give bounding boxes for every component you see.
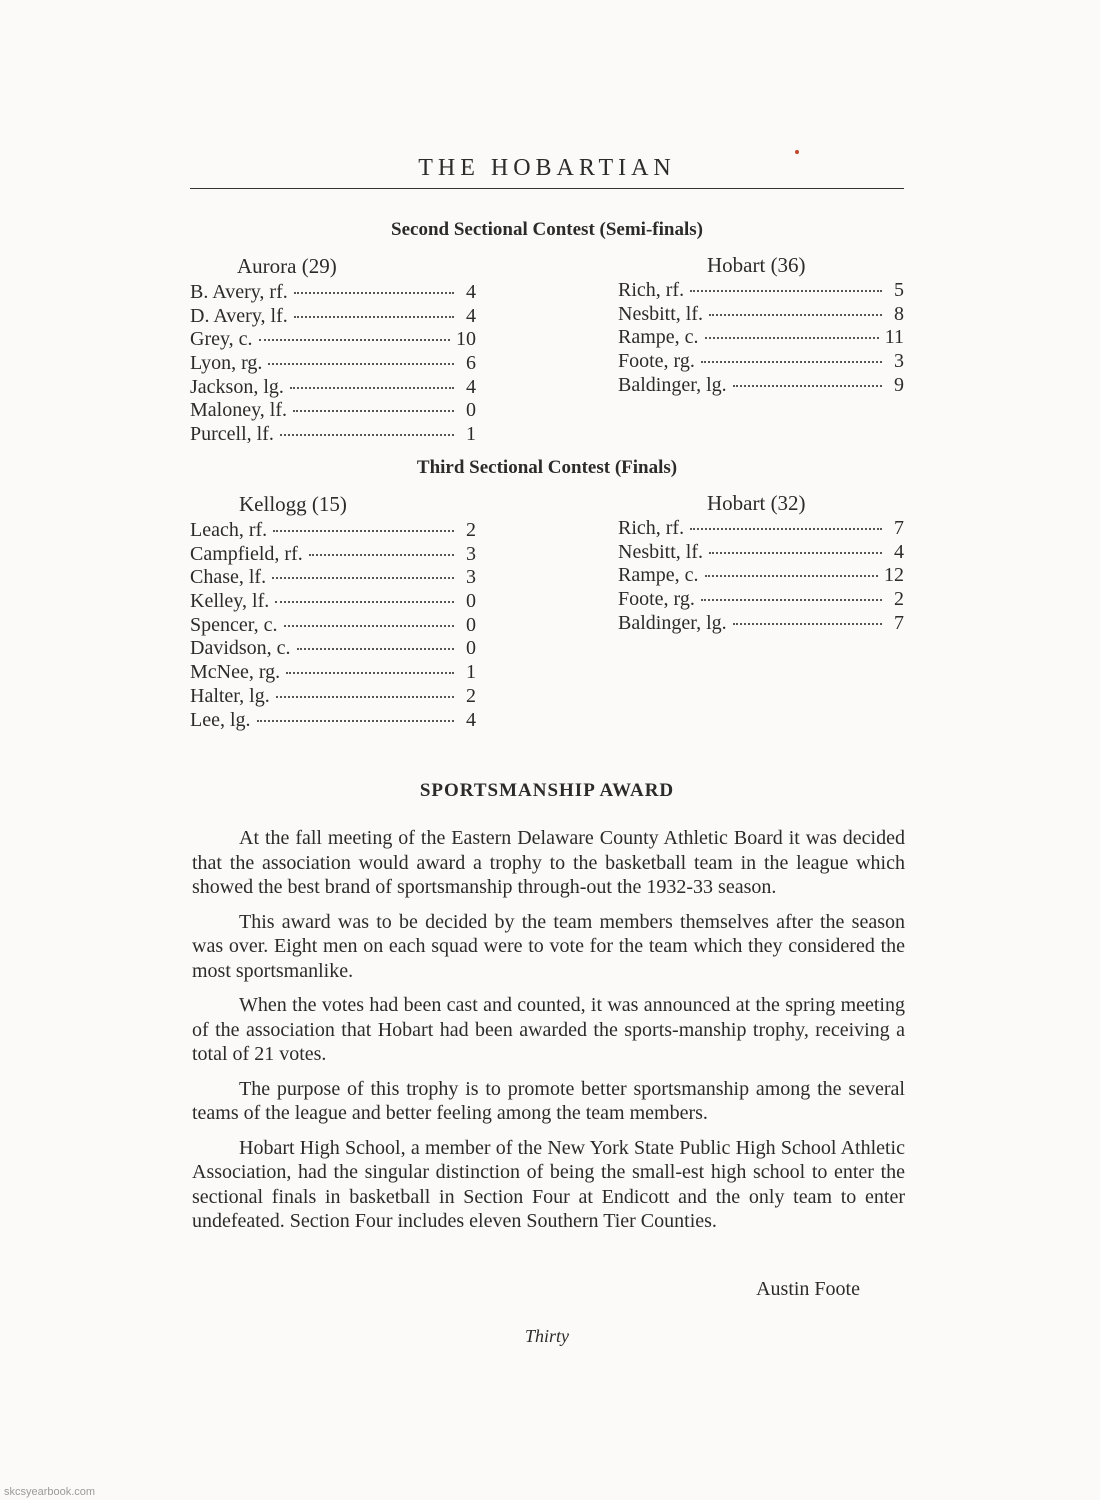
player-points: 8 <box>894 302 904 325</box>
player-points: 7 <box>894 611 904 634</box>
player-row <box>190 399 476 423</box>
player-name: Lyon, rg. <box>190 352 263 375</box>
page-number: Thirty <box>524 1326 569 1346</box>
player-row <box>190 614 476 638</box>
player-points: 1 <box>466 423 476 446</box>
dot-leader <box>709 314 882 316</box>
player-row <box>190 685 476 709</box>
player-name: Purcell, lf. <box>190 423 274 446</box>
player-name: Jackson, lg. <box>190 375 284 398</box>
player-points: 2 <box>466 684 476 707</box>
player-points: 3 <box>894 350 904 373</box>
section-title-finals: Third Sectional Contest (Finals) <box>416 457 678 478</box>
player-points: 2 <box>894 588 904 611</box>
player-points: 0 <box>466 399 476 422</box>
dot-leader <box>733 623 882 625</box>
player-points: 7 <box>894 517 904 539</box>
player-name: Nesbitt, lf. <box>618 302 703 325</box>
player-row <box>618 564 904 588</box>
article-title: SPORTSMANSHIP AWARD <box>419 780 675 801</box>
player-points: 6 <box>466 352 476 375</box>
dot-leader <box>701 599 882 601</box>
player-name: Campfield, rf. <box>190 542 303 565</box>
player-name: Rampe, c. <box>618 326 699 349</box>
player-name: Baldinger, lg. <box>618 373 727 396</box>
dot-leader <box>690 528 882 530</box>
team-name-hobart-semifinal: Hobart (36) <box>707 253 806 277</box>
dot-leader <box>705 337 879 339</box>
player-row <box>190 590 476 614</box>
player-name: Leach, rf. <box>190 519 268 541</box>
player-points: 0 <box>466 613 476 636</box>
roster-hobart-final <box>618 517 904 635</box>
article-paragraph: At the fall meeting of the Eastern Delaware County Athletic Board it was decided that the association would award a trophy to the basketball team in the league which showed the best brand of sportsmanship through-out the 1932-33 season. <box>192 827 905 898</box>
player-name: Nesbitt, lf. <box>618 540 703 563</box>
dot-leader <box>290 387 454 389</box>
player-row <box>618 374 904 398</box>
dot-leader <box>705 575 878 577</box>
roster-hobart-semifinal <box>618 279 904 397</box>
player-row <box>618 541 904 565</box>
dot-leader <box>701 361 882 363</box>
dot-leader <box>276 696 454 698</box>
player-points: 4 <box>466 708 476 731</box>
dot-leader <box>709 552 882 554</box>
player-row <box>190 352 476 376</box>
section-title-semifinals: Second Sectional Contest (Semi-finals) <box>391 219 703 240</box>
article-paragraph: Hobart High School, a member of the New York State Public High School Athletic Association, had the singular distinction of being the small-est high school to enter the sectional finals in basketball in Section Four at Endicott and the only team to enter undefeated. Section Four includes eleven Southern Tier Counties. <box>192 1136 905 1232</box>
player-points: 3 <box>466 566 476 589</box>
header-rule <box>190 188 904 189</box>
dot-leader <box>690 290 882 292</box>
player-points: 4 <box>466 375 476 398</box>
player-name: D. Avery, lf. <box>190 304 288 327</box>
player-name: Baldinger, lg. <box>618 611 727 634</box>
team-name-hobart-final: Hobart (32) <box>707 491 806 515</box>
article-paragraph: The purpose of this trophy is to promote better sportsmanship among the several teams of the league and better feeling among the team members. <box>192 1077 905 1124</box>
player-points: 1 <box>466 661 476 684</box>
player-row <box>618 279 904 303</box>
dot-leader <box>275 601 454 603</box>
dot-leader <box>272 577 454 579</box>
dot-leader <box>273 530 454 532</box>
roster-kellogg <box>190 519 476 732</box>
watermark: skcsyearbook.com <box>4 1486 96 1498</box>
player-row <box>190 519 476 543</box>
player-points: 4 <box>466 281 476 303</box>
dot-leader <box>293 410 454 412</box>
player-row <box>190 328 476 352</box>
player-points: 10 <box>456 328 476 351</box>
roster-aurora <box>190 281 476 447</box>
article-body <box>192 826 905 1244</box>
player-row <box>618 326 904 350</box>
player-row <box>190 281 476 305</box>
player-points: 11 <box>884 326 904 349</box>
player-points: 0 <box>466 590 476 613</box>
player-row <box>190 423 476 447</box>
dot-leader <box>286 672 454 674</box>
player-row <box>618 303 904 327</box>
player-name: Spencer, c. <box>190 613 278 636</box>
player-name: Foote, rg. <box>618 588 695 611</box>
player-points: 4 <box>466 304 476 327</box>
page-title: THE HOBARTIAN <box>418 155 676 181</box>
player-row <box>618 350 904 374</box>
player-name: Foote, rg. <box>618 350 695 373</box>
article-paragraph: When the votes had been cast and counted, it was announced at the spring meeting of the association that Hobart had been awarded the sports-manship trophy, receiving a total of 21 votes. <box>192 994 905 1065</box>
player-name: McNee, rg. <box>190 661 281 684</box>
player-points: 5 <box>894 279 904 301</box>
dot-leader <box>280 434 454 436</box>
ink-speck <box>795 150 799 154</box>
player-points: 4 <box>894 540 904 563</box>
player-row <box>618 612 904 636</box>
player-name: B. Avery, rf. <box>190 281 288 303</box>
player-points: 12 <box>884 564 904 587</box>
player-points: 9 <box>894 373 904 396</box>
team-name-kellogg: Kellogg (15) <box>239 492 347 516</box>
dot-leader <box>733 385 882 387</box>
player-row <box>190 661 476 685</box>
player-name: Rich, rf. <box>618 279 685 301</box>
player-row <box>618 588 904 612</box>
player-points: 3 <box>466 542 476 565</box>
player-name: Halter, lg. <box>190 684 270 707</box>
page-header <box>190 155 904 182</box>
player-name: Chase, lf. <box>190 566 267 589</box>
player-name: Kelley, lf. <box>190 590 270 613</box>
player-row <box>190 376 476 400</box>
player-row <box>190 543 476 567</box>
team-name-aurora: Aurora (29) <box>237 254 337 278</box>
dot-leader <box>294 316 454 318</box>
player-row <box>190 305 476 329</box>
dot-leader <box>268 363 454 365</box>
player-row <box>190 566 476 590</box>
player-row <box>190 709 476 733</box>
dot-leader <box>309 554 454 556</box>
player-name: Lee, lg. <box>190 708 251 731</box>
article-paragraph: This award was to be decided by the team members themselves after the season was over. Eight men on each squad were to vote for the team which they considered the most sportsmanlike. <box>192 910 905 982</box>
dot-leader <box>259 339 450 341</box>
author-signature: Austin Foote <box>756 1278 860 1300</box>
player-points: 0 <box>466 637 476 660</box>
player-name: Rich, rf. <box>618 517 685 539</box>
player-row <box>190 637 476 661</box>
player-row <box>618 517 904 541</box>
dot-leader <box>257 720 454 722</box>
dot-leader <box>284 625 455 627</box>
player-name: Rampe, c. <box>618 564 699 587</box>
player-name: Grey, c. <box>190 328 253 351</box>
player-points: 2 <box>466 519 476 541</box>
player-name: Davidson, c. <box>190 637 291 660</box>
dot-leader <box>297 648 454 650</box>
player-name: Maloney, lf. <box>190 399 288 422</box>
dot-leader <box>294 292 454 294</box>
